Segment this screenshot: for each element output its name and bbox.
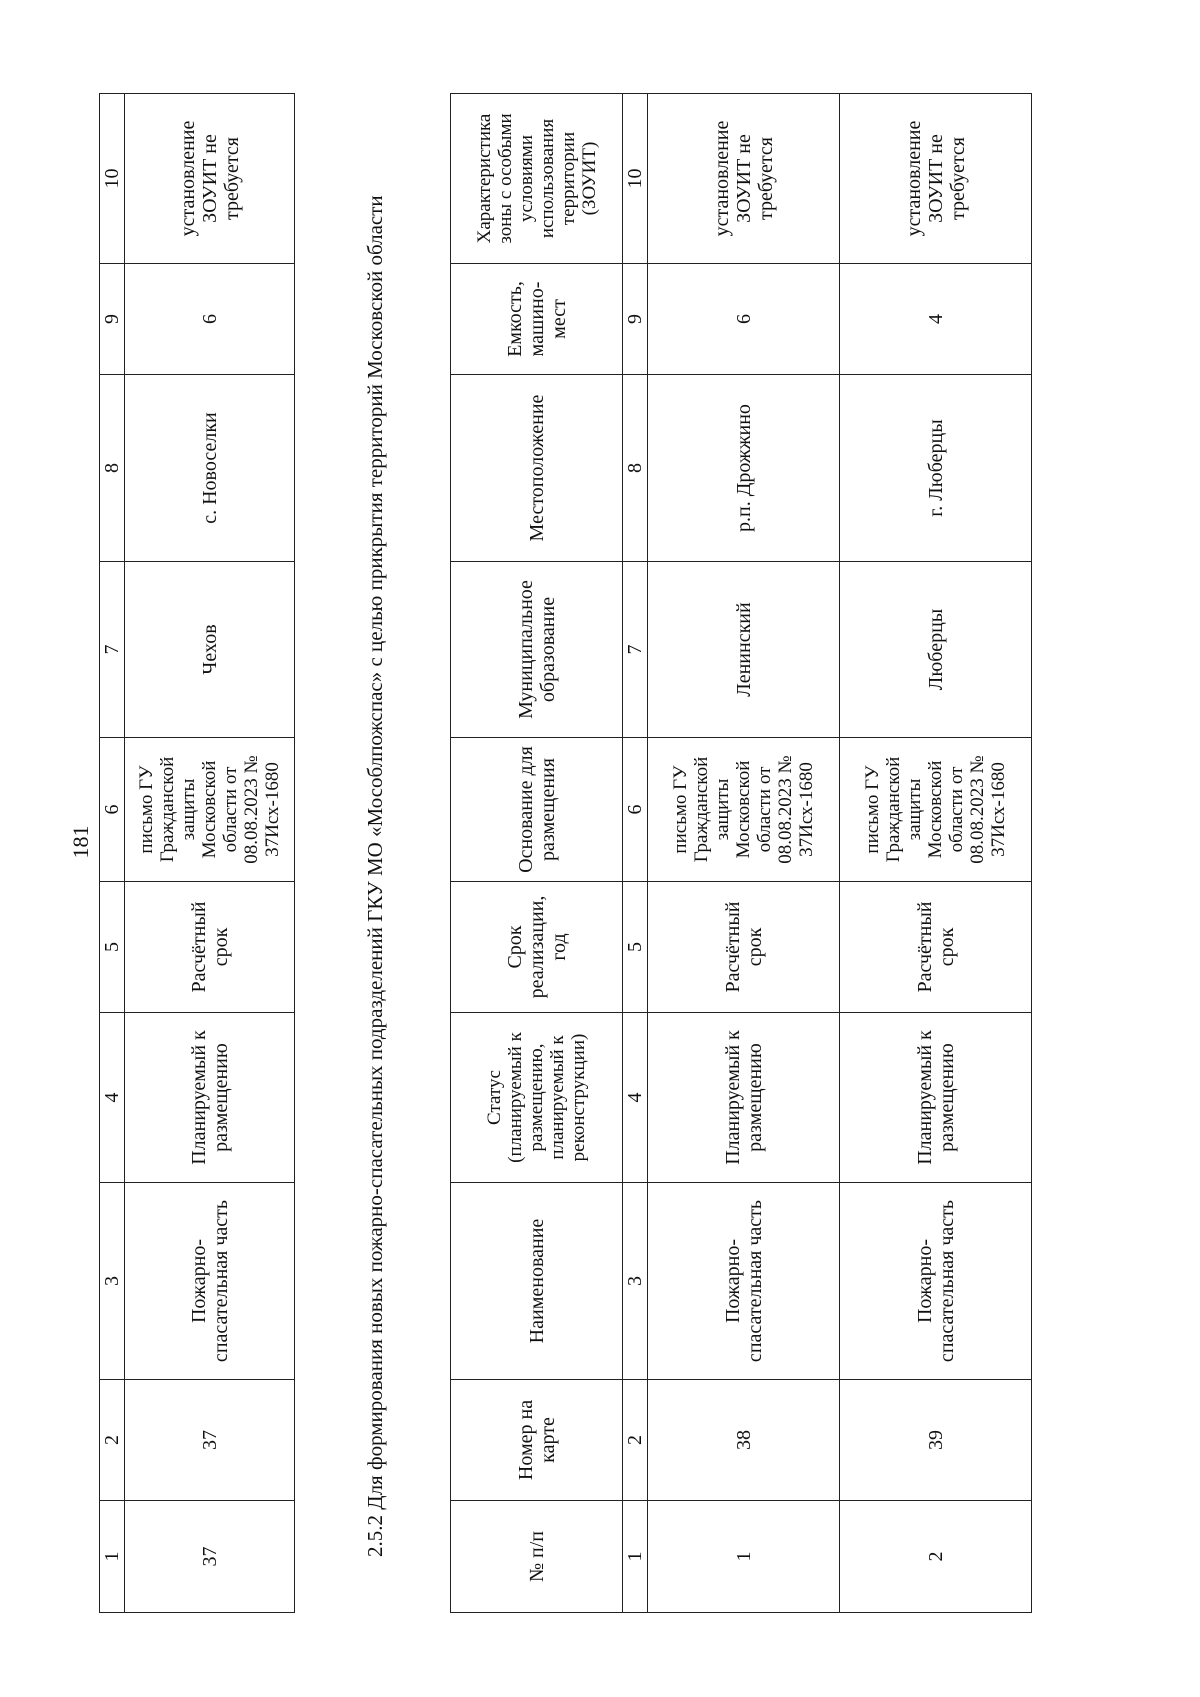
fire-stations-table — [450, 93, 1032, 1613]
index-cell: 1 — [100, 1501, 125, 1613]
header-cell-basis: Основание для размещения — [451, 738, 623, 882]
header-cell-municipality: Муниципальное образование — [451, 562, 623, 738]
capacity-cell: 6 — [648, 264, 840, 375]
row-number-cell: 1 — [648, 1501, 840, 1613]
index-cell: 9 — [623, 264, 648, 375]
header-cell-location: Местоположение — [451, 375, 623, 562]
table-row — [648, 94, 840, 1613]
location-cell: р.п. Дрожжино — [648, 375, 840, 562]
header-cell-map-no: Номер на карте — [451, 1380, 623, 1501]
index-cell: 7 — [623, 562, 648, 738]
status-cell: Планируемый к размещению — [648, 1013, 840, 1183]
term-cell: Расчётный срок — [648, 882, 840, 1013]
basis-cell: письмо ГУ Гражданской защиты Московской области от 08.08.2023 № 37Исх-1680 — [840, 738, 1032, 882]
header-cell-capacity: Емкость, машино-мест — [451, 264, 623, 375]
municipality-cell: Ленинский — [648, 562, 840, 738]
table-index-row — [100, 94, 125, 1613]
basis-cell: письмо ГУ Гражданской защиты Московской области от 08.08.2023 № 37Исх-1680 — [125, 738, 295, 882]
index-cell: 9 — [100, 264, 125, 375]
term-cell: Расчётный срок — [840, 882, 1032, 1013]
index-cell: 8 — [623, 375, 648, 562]
table-header-row — [451, 94, 623, 1613]
name-cell: Пожарно-спасательная часть — [125, 1183, 295, 1380]
index-cell: 3 — [623, 1183, 648, 1380]
header-cell-name: Наименование — [451, 1183, 623, 1380]
index-cell: 5 — [100, 882, 125, 1013]
index-cell: 2 — [100, 1380, 125, 1501]
header-cell-no: № п/п — [451, 1501, 623, 1613]
map-number-cell: 38 — [648, 1380, 840, 1501]
index-cell: 2 — [623, 1380, 648, 1501]
header-cell-status: Статус (планируемый к размещению, планируемый к реконструкции) — [451, 1013, 623, 1183]
zouit-cell: установление ЗОУИТ не требуется — [648, 94, 840, 264]
status-cell: Планируемый к размещению — [840, 1013, 1032, 1183]
map-number-cell: 37 — [125, 1380, 295, 1501]
index-cell: 3 — [100, 1183, 125, 1380]
location-cell: г. Люберцы — [840, 375, 1032, 562]
table-index-row — [623, 94, 648, 1613]
term-cell: Расчётный срок — [125, 882, 295, 1013]
municipality-cell: Чехов — [125, 562, 295, 738]
index-cell: 7 — [100, 562, 125, 738]
table-row — [840, 94, 1032, 1613]
status-cell: Планируемый к размещению — [125, 1013, 295, 1183]
index-cell: 4 — [100, 1013, 125, 1183]
table-row — [125, 94, 295, 1613]
name-cell: Пожарно-спасательная часть — [840, 1183, 1032, 1380]
location-cell: с. Новоселки — [125, 375, 295, 562]
index-cell: 10 — [100, 94, 125, 264]
index-cell: 10 — [623, 94, 648, 264]
index-cell: 6 — [623, 738, 648, 882]
page-number: 181 — [68, 825, 93, 859]
basis-cell: письмо ГУ Гражданской защиты Московской области от 08.08.2023 № 37Исх-1680 — [648, 738, 840, 882]
header-cell-zouit: Характеристика зоны с особыми условиями использования территории (ЗОУИТ) — [451, 94, 623, 264]
index-cell: 6 — [100, 738, 125, 882]
section-caption: 2.5.2 Для формирования новых пожарно-спасательных подразделений ГКУ МО «Мособлпожспас» с целью прикрытия территорий Московской области — [363, 195, 387, 1557]
header-cell-term: Срок реализации, год — [451, 882, 623, 1013]
index-cell: 5 — [623, 882, 648, 1013]
zouit-cell: установление ЗОУИТ не требуется — [125, 94, 295, 264]
index-cell: 8 — [100, 375, 125, 562]
capacity-cell: 6 — [125, 264, 295, 375]
name-cell: Пожарно-спасательная часть — [648, 1183, 840, 1380]
zouit-cell: установление ЗОУИТ не требуется — [840, 94, 1032, 264]
row-number-cell: 2 — [840, 1501, 1032, 1613]
map-number-cell: 39 — [840, 1380, 1032, 1501]
continued-table — [99, 93, 295, 1613]
capacity-cell: 4 — [840, 264, 1032, 375]
index-cell: 4 — [623, 1013, 648, 1183]
index-cell: 1 — [623, 1501, 648, 1613]
municipality-cell: Люберцы — [840, 562, 1032, 738]
row-number-cell: 37 — [125, 1501, 295, 1613]
